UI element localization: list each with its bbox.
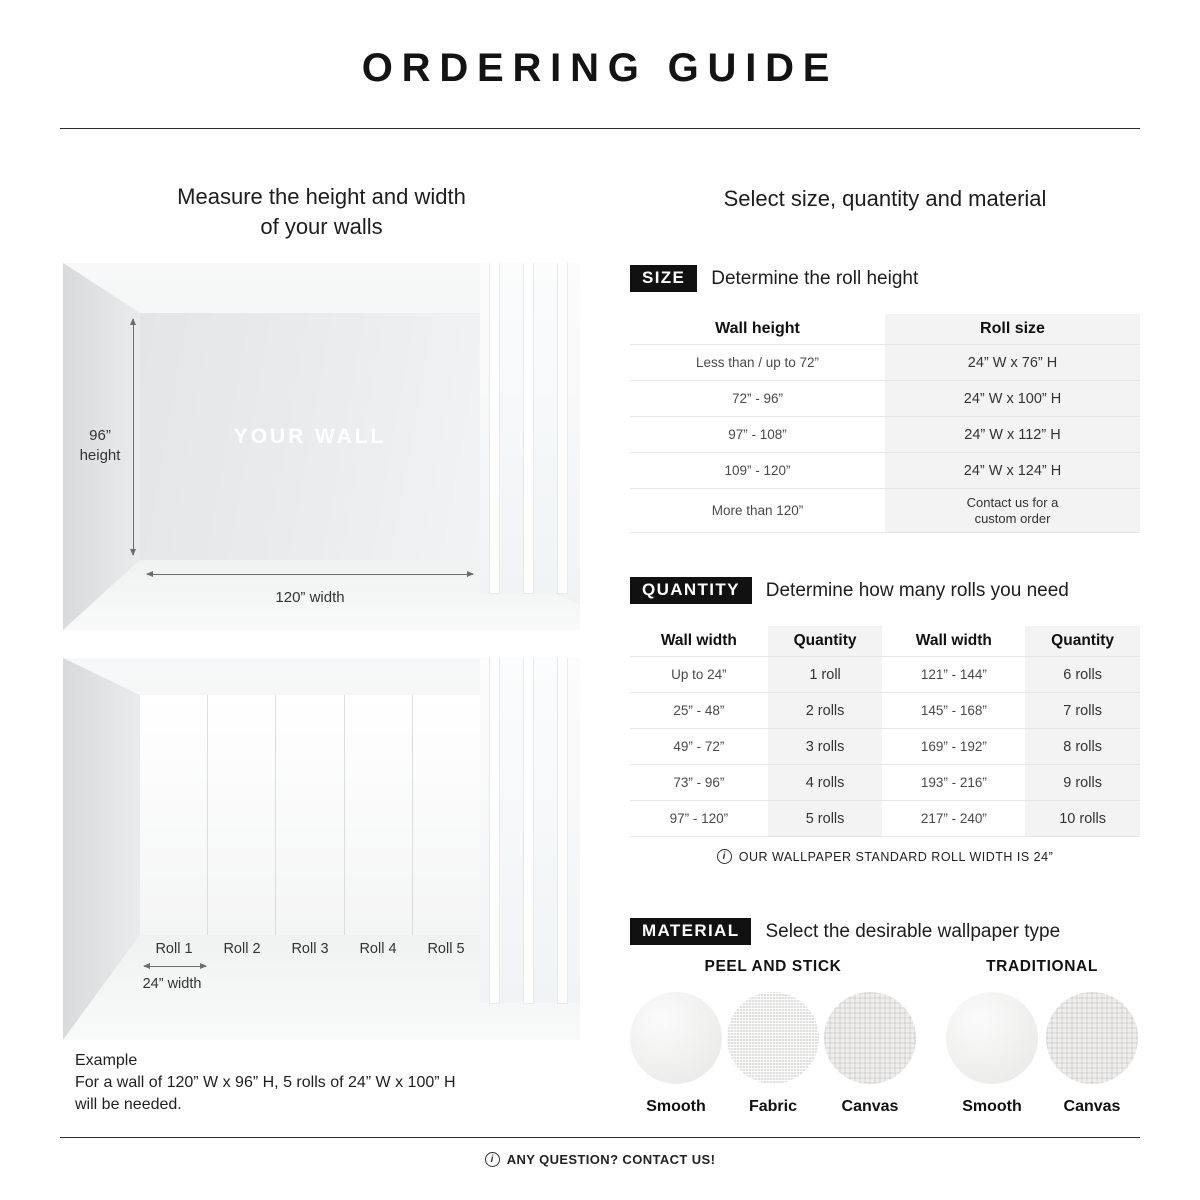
- select-heading: Select size, quantity and material: [723, 186, 1047, 211]
- size-table-row: [630, 488, 1140, 532]
- group-title: PEEL AND STICK: [704, 958, 842, 975]
- size-table-row: [630, 452, 1140, 488]
- width-dimension-label: 120” width: [275, 589, 345, 606]
- contact-note-text: ANY QUESTION? CONTACT US!: [506, 1152, 716, 1167]
- window-mullion: [558, 658, 567, 1003]
- swatch-row: [630, 992, 916, 1084]
- example-line1: For a wall of 120” W x 96” H, 5 rolls of 24” W x 100” H: [75, 1074, 456, 1091]
- size-badge: SIZE: [630, 265, 697, 292]
- quantity-value: 8 rolls: [1025, 729, 1140, 764]
- size-section-header: [630, 265, 1140, 292]
- info-icon: i: [485, 1152, 500, 1167]
- wall-width-value: 121” - 144”: [920, 667, 987, 682]
- wall-width-value: 217” - 240”: [920, 811, 987, 826]
- room-illustration-measure: [63, 263, 580, 630]
- material-badge: MATERIAL: [630, 918, 751, 945]
- height-word: height: [79, 447, 121, 464]
- roll-size-value: 24” W x 112” H: [885, 417, 1140, 452]
- roll-panel: [345, 695, 413, 935]
- quantity-value: 1 roll: [768, 657, 883, 692]
- height-dimension-label: [71, 426, 129, 466]
- quantity-value: 10 rolls: [1025, 801, 1140, 836]
- quantity-value: 2 rolls: [768, 693, 883, 728]
- roll-width-dimension-line: [144, 966, 206, 967]
- swatch-label: Smooth: [962, 1098, 1022, 1115]
- qty-col-quantity-2: Quantity: [1025, 626, 1140, 656]
- canvas-texture-swatch: [824, 992, 916, 1084]
- size-table-row: [630, 344, 1140, 380]
- qty-col-wall-width-2: Wall width: [915, 632, 992, 649]
- roll-size-value: 24” W x 100” H: [885, 381, 1140, 416]
- swatch-row: [946, 992, 1138, 1084]
- roll-panel: [413, 695, 480, 935]
- size-table-row: [630, 416, 1140, 452]
- standard-roll-width-text: OUR WALLPAPER STANDARD ROLL WIDTH IS 24”: [738, 849, 1054, 864]
- swatch-label-row: [630, 1098, 916, 1116]
- wall-height-value: 72” - 96”: [731, 391, 784, 406]
- roll-label: Roll 1: [155, 941, 193, 957]
- room-illustration-rolls: [63, 658, 580, 1040]
- swatch-label: Canvas: [1063, 1098, 1121, 1115]
- smooth-texture-swatch: [630, 992, 722, 1084]
- swatch-label-row: [946, 1098, 1138, 1116]
- window-mullion: [524, 263, 533, 593]
- quantity-table: [630, 626, 1140, 837]
- canvas-texture-swatch: [1046, 992, 1138, 1084]
- window-mullion: [524, 658, 533, 1003]
- page-title: ORDERING GUIDE: [361, 46, 839, 90]
- contact-note: [0, 1152, 1200, 1167]
- window: [480, 658, 580, 1003]
- quantity-value: 6 rolls: [1025, 657, 1140, 692]
- roll-panel: [208, 695, 276, 935]
- roll-size-value: [885, 489, 1140, 532]
- header-divider: [60, 128, 1140, 129]
- info-icon: i: [717, 849, 732, 864]
- quantity-section-header: [630, 577, 1140, 604]
- size-col-roll-size: Roll size: [885, 314, 1140, 344]
- wall-width-value: 25” - 48”: [673, 703, 725, 718]
- quantity-value: 3 rolls: [768, 729, 883, 764]
- qty-col-wall-width-1: Wall width: [660, 632, 737, 649]
- roll-label: Roll 5: [427, 941, 465, 957]
- quantity-table-header: [630, 626, 1140, 656]
- swatch-label: Canvas: [841, 1098, 899, 1115]
- size-table: [630, 314, 1140, 533]
- quantity-description: Determine how many rolls you need: [765, 579, 1069, 601]
- quantity-value: 5 rolls: [768, 801, 883, 836]
- quantity-table-row: [630, 764, 1140, 800]
- material-group-traditional: [946, 958, 1138, 1116]
- swatch-label: Smooth: [646, 1098, 706, 1115]
- qty-col-quantity-1: Quantity: [768, 626, 883, 656]
- footer-divider: [60, 1137, 1140, 1138]
- example-line2: will be needed.: [75, 1096, 182, 1113]
- standard-roll-width-note: [630, 849, 1140, 864]
- quantity-table-row: [630, 800, 1140, 836]
- smooth-texture-swatch: [946, 992, 1038, 1084]
- roll-label: Roll 4: [359, 941, 397, 957]
- window-mullion: [558, 263, 567, 593]
- roll-panel: [276, 695, 344, 935]
- custom-order-line1: Contact us for a: [966, 494, 1059, 510]
- window-mullion: [490, 263, 499, 593]
- roll-size-value: 24” W x 124” H: [885, 453, 1140, 488]
- wallpaper-roll-panels: [140, 695, 480, 935]
- fabric-texture-swatch: [727, 992, 819, 1084]
- quantity-value: 4 rolls: [768, 765, 883, 800]
- group-title: TRADITIONAL: [986, 958, 1098, 975]
- material-section-header: [630, 918, 1140, 945]
- quantity-table-row: [630, 656, 1140, 692]
- measure-heading-line1: Measure the height and width: [177, 184, 466, 209]
- quantity-value: 7 rolls: [1025, 693, 1140, 728]
- roll-labels: [140, 941, 480, 957]
- width-dimension-line: [147, 574, 473, 575]
- wall-height-value: 97” - 108”: [728, 427, 787, 442]
- quantity-badge: QUANTITY: [630, 577, 752, 604]
- size-description: Determine the roll height: [711, 267, 919, 289]
- roll-size-value: 24” W x 76” H: [885, 345, 1140, 380]
- material-group-peel-and-stick: [630, 958, 916, 1116]
- swatch-label: Fabric: [748, 1098, 797, 1115]
- wall-width-value: 145” - 168”: [920, 703, 987, 718]
- example-title: Example: [75, 1052, 138, 1069]
- wall-width-value: Up to 24”: [671, 667, 727, 682]
- wall-width-value: 73” - 96”: [673, 775, 725, 790]
- quantity-value: 9 rolls: [1025, 765, 1140, 800]
- wall-width-value: 169” - 192”: [920, 739, 987, 754]
- wall-height-value: More than 120”: [711, 503, 804, 518]
- window-mullion: [490, 658, 499, 1003]
- size-col-wall-height: Wall height: [715, 320, 800, 337]
- size-table-row: [630, 380, 1140, 416]
- measure-heading: [63, 182, 580, 242]
- your-wall-label: YOUR WALL: [233, 424, 387, 448]
- roll-panel: [140, 695, 208, 935]
- wall-height-value: Less than / up to 72”: [695, 355, 820, 370]
- measure-heading-line2: of your walls: [260, 214, 383, 239]
- roll-width-dimension-label: 24” width: [142, 976, 202, 992]
- wall-width-value: 49” - 72”: [673, 739, 725, 754]
- custom-order-line2: custom order: [974, 510, 1051, 526]
- wall-height-value: 109” - 120”: [724, 463, 791, 478]
- roll-label: Roll 3: [291, 941, 329, 957]
- height-dimension-line: [133, 319, 134, 555]
- window: [480, 263, 580, 593]
- wall-width-value: 193” - 216”: [920, 775, 987, 790]
- size-table-header: [630, 314, 1140, 344]
- height-value: 96”: [89, 427, 111, 444]
- example-note: [75, 1050, 575, 1116]
- roll-label: Roll 2: [223, 941, 261, 957]
- wall-width-value: 97” - 120”: [669, 811, 729, 826]
- material-description: Select the desirable wallpaper type: [765, 920, 1061, 942]
- quantity-table-row: [630, 728, 1140, 764]
- quantity-table-row: [630, 692, 1140, 728]
